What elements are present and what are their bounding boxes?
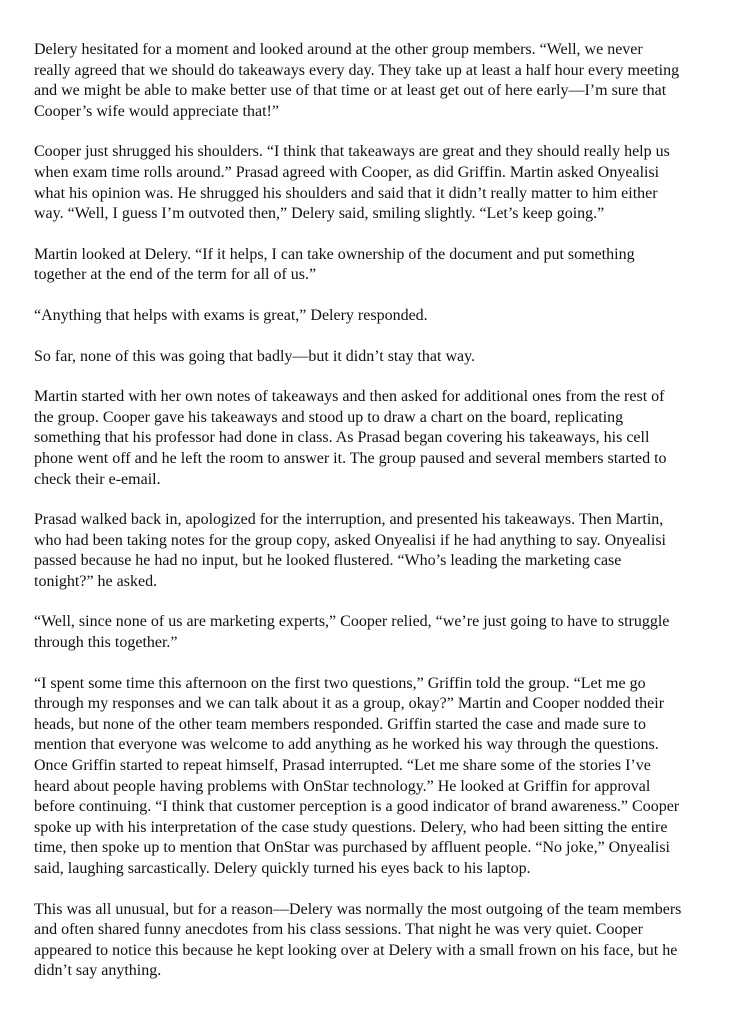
paragraph-5: So far, none of this was going that badly—but it didn’t stay that way. [34, 347, 476, 365]
paragraph-7: Prasad walked back in, apologized for the interruption, and presented his takeaways. Then Martin, who had been taking notes for the group copy, asked Onyealisi if he had anything to say. Onyealisi passed because he had no input, but he looked flustered. “Who’s leading the marketing case tonight?” he asked. [34, 511, 666, 590]
paragraph-1: Delery hesitated for a moment and looked around at the other group members. “Well, we never really agreed that we should do takeaways every day. They take up at least a half hour every meeting and we might be able to make better use of that time or at least get out of here early—I’m sure that Cooper’s wife would appreciate that!” [34, 41, 680, 120]
paragraph-4: “Anything that helps with exams is great,” Delery responded. [34, 306, 428, 324]
document-page [34, 40, 724, 1002]
paragraph-6: Martin started with her own notes of takeaways and then asked for additional ones from the rest of the group. Cooper gave his takeaways and stood up to draw a chart on the board, replicating something that his professor had done in class. As Prasad began covering his takeaways, his cell phone went off and he left the room to answer it. The group paused and several members started to check their e-email. [34, 388, 667, 488]
paragraph-10: This was all unusual, but for a reason—Delery was normally the most outgoing of the team members and often shared funny anecdotes from his class sessions. That night he was very quiet. Cooper appeared to notice this because he kept looking over at Delery with a small frown on his face, but he didn’t say anything. [34, 900, 682, 980]
paragraph-8: “Well, since none of us are marketing experts,” Cooper relied, “we’re just going to have to struggle through this together.” [34, 613, 670, 652]
paragraph-3: Martin looked at Delery. “If it helps, I can take ownership of the document and put something together at the end of the term for all of us.” [34, 245, 635, 284]
paragraph-2: Cooper just shrugged his shoulders. “I think that takeaways are great and they should really help us when exam time rolls around.” Prasad agreed with Cooper, as did Griffin. Martin asked Onyealisi what his opinion was. He shrugged his shoulders and said that it didn’t really matter to him either way. “Well, I guess I’m outvoted then,” Delery said, smiling slightly. “Let’s keep going.” [34, 143, 670, 223]
paragraph-9: “I spent some time this afternoon on the first two questions,” Griffin told the group. “Let me go through my responses and we can talk about it as a group, okay?” Martin and Cooper nodded their heads, but none of the other team members responded. Griffin started the case and made sure to mention that everyone was welcome to add anything as he worked his way through the questions. Once Griffin started to repeat himself, Prasad interrupted. “Let me share some of the stories I’ve heard about people having problems with OnStar technology.” He looked at Griffin for approval before continuing. “I think that customer perception is a good indicator of brand awareness.” Cooper spoke up with his interpretation of the case study questions. Delery, who had been sitting the entire time, then spoke up to mention that OnStar was purchased by affluent people. “No joke,” Onyealisi said, laughing sarcastically. Delery quickly turned his eyes back to his laptop. [34, 674, 680, 877]
